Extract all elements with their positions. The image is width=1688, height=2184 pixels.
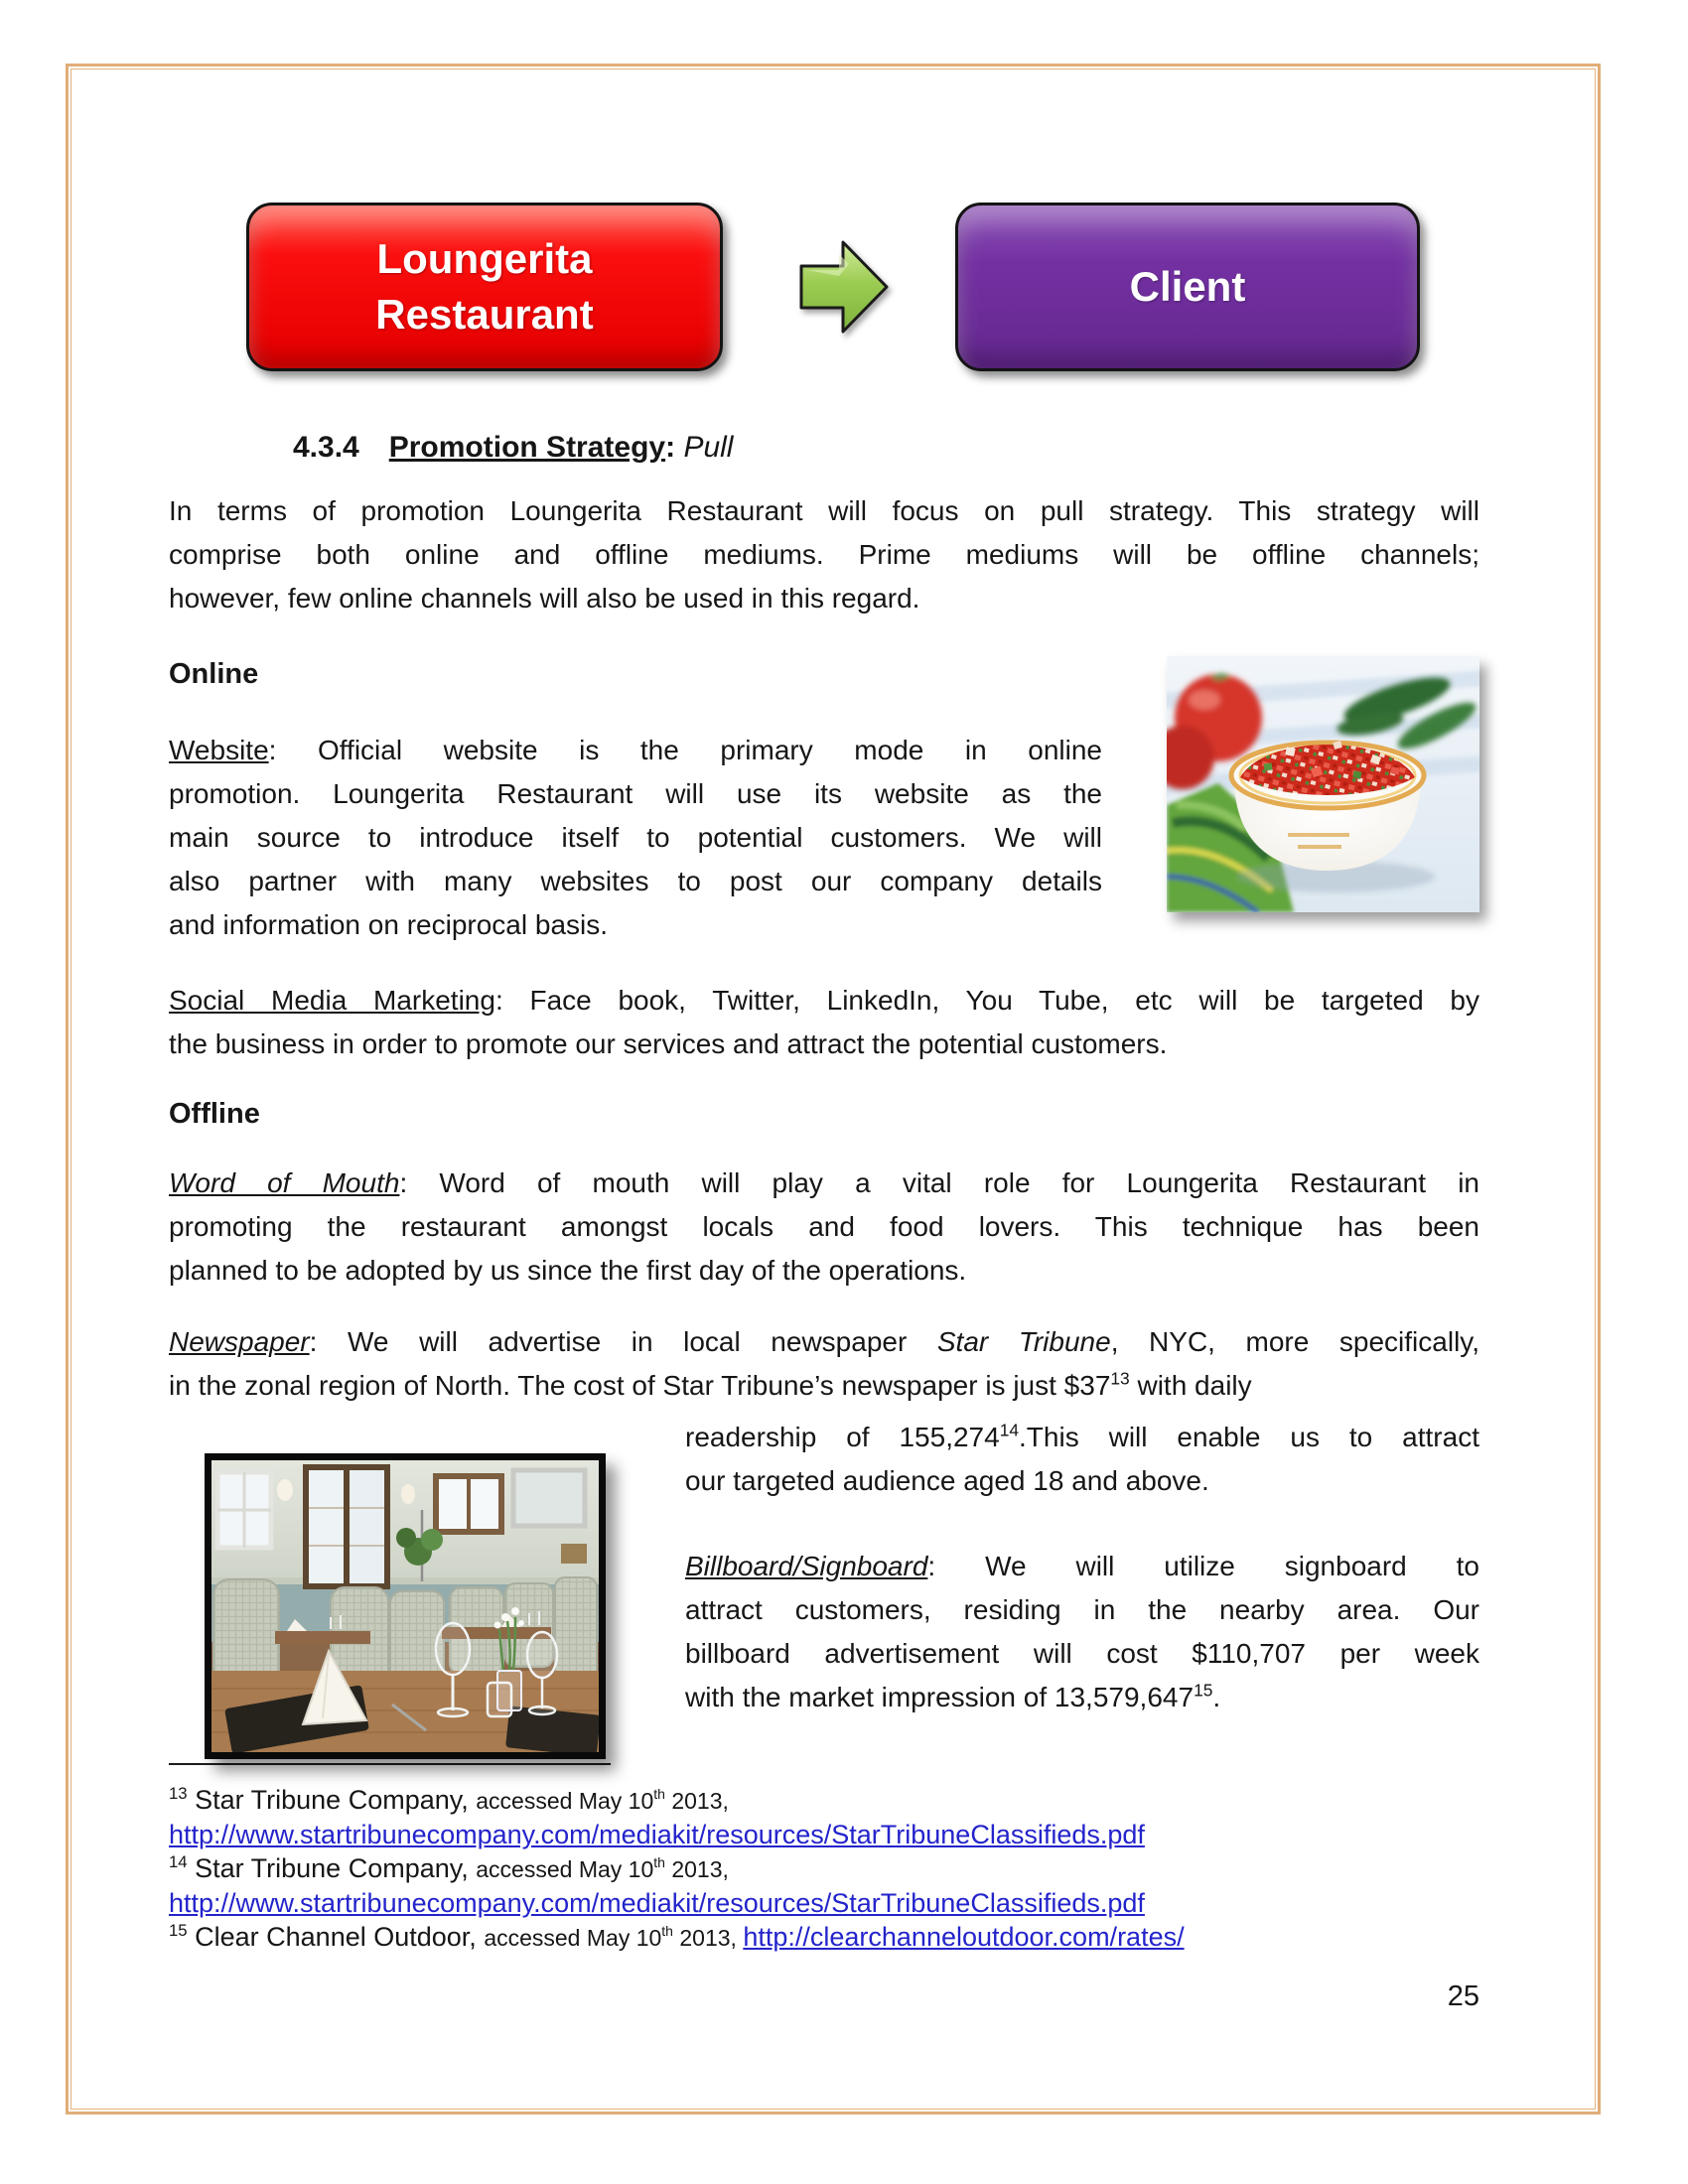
text-line: Online	[169, 658, 259, 690]
text-line: however, few online channels will also be used in this regard.	[169, 583, 920, 614]
text-line: Newspaper: We will advertise in local newspaper Star Tribune, NYC, more specifically,	[169, 1326, 1479, 1357]
newspaper-continued-section	[169, 1416, 1479, 1719]
hyperlink[interactable]: http://clearchanneloutdoor.com/rates/	[743, 1922, 1185, 1952]
text-line: Billboard/Signboard: We will utilize signboard to	[685, 1551, 1479, 1581]
text-line: also partner with many websites to post our company details	[169, 866, 1102, 896]
section-heading	[293, 426, 1479, 470]
page-number: 25	[1447, 1980, 1479, 2012]
process-diagram	[169, 203, 1479, 376]
restaurant-photo-illustration	[211, 1460, 599, 1752]
hyperlink[interactable]: http://www.startribunecompany.com/mediakit/resources/StarTribuneClassifieds.pdf	[169, 1888, 1145, 1918]
text-line: Word of Mouth: Word of mouth will play a vital role for Loungerita Restaurant in	[169, 1167, 1479, 1198]
loungerita-restaurant-shape	[246, 203, 723, 371]
text-line	[169, 1886, 1479, 1920]
text-line: $^{14}$ Star Tribune Company, accessed May 10th 2013,	[169, 1852, 729, 1883]
footnote-separator	[169, 1763, 611, 1765]
client-shape	[955, 203, 1420, 371]
text-line: promotion. Loungerita Restaurant will use its website as the	[169, 778, 1102, 809]
footnotes	[169, 1783, 1479, 1955]
text-line: Social Media Marketing: Face book, Twitter, LinkedIn, You Tube, etc will be targeted by	[169, 985, 1479, 1016]
text-line: planned to be adopted by us since the first day of the operations.	[169, 1255, 967, 1286]
text-line: Website: Official website is the primary mode in online	[169, 735, 1102, 765]
word-of-mouth-paragraph	[169, 1161, 1479, 1293]
text-line: promoting the restaurant amongst locals and food lovers. This technique has been	[169, 1211, 1479, 1242]
text-line	[169, 1818, 1479, 1851]
text-line: In terms of promotion Loungerita Restaurant will focus on pull strategy. This strategy will	[169, 495, 1479, 526]
text-line: comprise both online and offline mediums. Prime mediums will be offline channels;	[169, 539, 1479, 570]
flow-arrow-icon	[799, 232, 889, 341]
target-shape-label: Client	[1129, 263, 1246, 310]
newspaper-paragraph	[169, 1320, 1479, 1408]
text-line: Offline	[169, 1098, 260, 1130]
offline-heading	[169, 1092, 1479, 1136]
text-line: in the zonal region of North. The cost of Star Tribune’s newspaper is just $\$37^{13}$ with daily	[169, 1368, 1252, 1401]
text-line: 4.3.4 Promotion Strategy: Pull	[293, 431, 734, 464]
text-line: readership of 155,274$^{14}$.This will enable us to attract	[685, 1420, 1479, 1452]
page-content	[169, 199, 1479, 2014]
intro-paragraph	[169, 489, 1479, 620]
text-line: $^{15}$ Clear Channel Outdoor, accessed May 10th 2013, http://clearchanneloutdoor.com/rates/	[169, 1921, 1185, 1952]
text-line: main source to introduce itself to potential customers. We will	[169, 822, 1102, 853]
text-line: with the market impression of 13,579,647$^{15}$.	[685, 1680, 1221, 1712]
salsa-bowl-photo	[1167, 656, 1479, 912]
text-line: attract customers, residing in the nearby area. Our	[685, 1594, 1479, 1625]
restaurant-interior-photo	[205, 1453, 606, 1759]
text-line: our targeted audience aged 18 and above.	[685, 1465, 1209, 1496]
text-line: $^{13}$ Star Tribune Company, accessed May 10th 2013,	[169, 1784, 729, 1815]
social-media-paragraph	[169, 979, 1479, 1066]
text-line: billboard advertisement will cost $110,707 per week	[685, 1638, 1479, 1669]
text-line: the business in order to promote our services and attract the potential customers.	[169, 1028, 1168, 1059]
hyperlink[interactable]: http://www.startribunecompany.com/mediakit/resources/StarTribuneClassifieds.pdf	[169, 1820, 1145, 1849]
salsa-photo-illustration	[1167, 656, 1479, 912]
source-shape-label: Loungerita Restaurant	[375, 235, 594, 338]
text-line: and information on reciprocal basis.	[169, 909, 609, 940]
